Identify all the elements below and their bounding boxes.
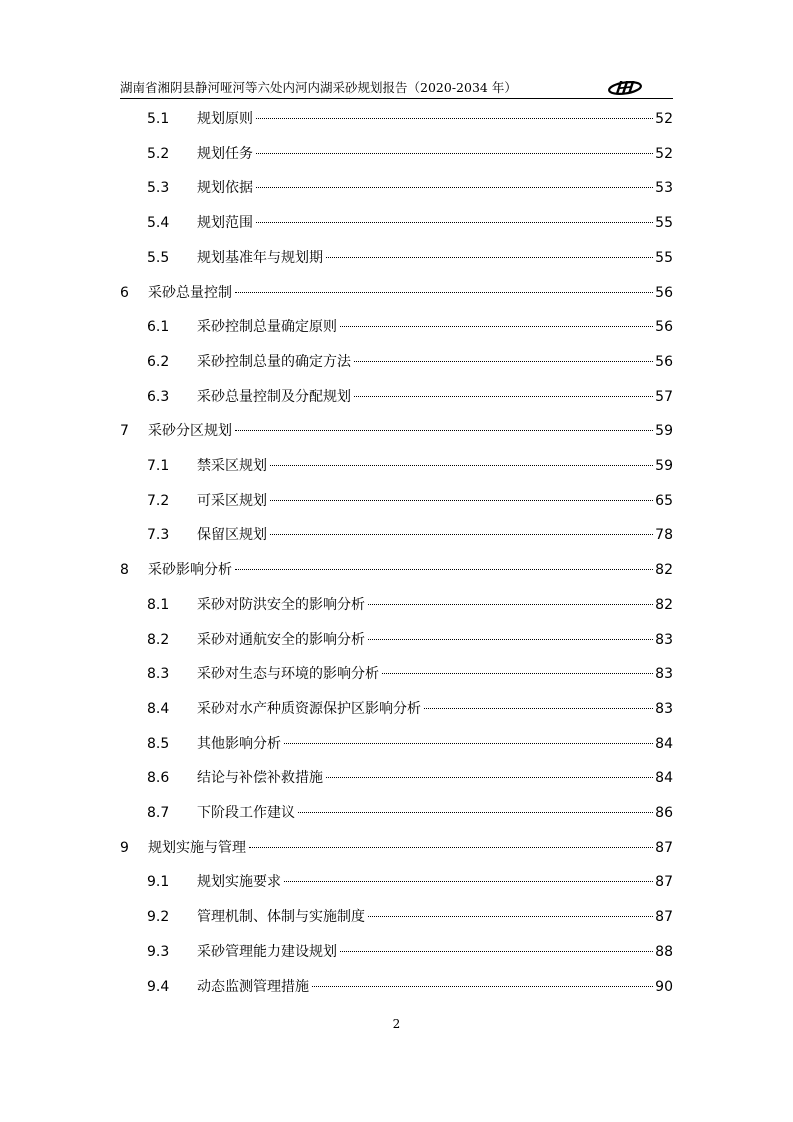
company-logo-icon [607, 78, 643, 96]
toc-entry-number: 5.3 [147, 180, 170, 197]
toc-entry-title: 采砂管理能力建设规划 [197, 943, 337, 960]
dot-leader [235, 430, 653, 431]
toc-entry[interactable] [0, 213, 793, 233]
toc-entry-number: 8.1 [147, 596, 170, 613]
toc-entry-page: 83 [655, 700, 673, 717]
toc-entry-title: 规划基准年与规划期 [197, 249, 323, 266]
toc-entry-number: 8.3 [147, 666, 170, 683]
toc-entry-title: 规划实施要求 [197, 874, 281, 891]
toc-entry-title: 采砂对通航安全的影响分析 [197, 631, 365, 648]
toc-entry-number: 7 [120, 423, 129, 440]
dot-leader [312, 986, 653, 987]
toc-entry[interactable] [0, 768, 793, 788]
toc-entry-number: 6.1 [147, 319, 170, 336]
toc-entry[interactable] [0, 838, 793, 858]
toc-entry[interactable] [0, 317, 793, 337]
toc-entry[interactable] [0, 525, 793, 545]
dot-leader [270, 534, 653, 535]
dot-leader [326, 257, 653, 258]
toc-entry-number: 9 [120, 839, 129, 856]
toc-entry[interactable] [0, 109, 793, 129]
toc-entry-page: 82 [655, 562, 673, 579]
toc-entry[interactable] [0, 178, 793, 198]
toc-entry[interactable] [0, 491, 793, 511]
toc-entry-number: 5.5 [147, 249, 170, 266]
toc-entry-number: 8.4 [147, 700, 170, 717]
toc-entry-page: 53 [655, 180, 673, 197]
toc-entry-title: 下阶段工作建议 [197, 805, 295, 821]
dot-leader [354, 396, 653, 397]
dot-leader [368, 639, 653, 640]
toc-entry-page: 55 [655, 215, 673, 232]
toc-entry-title: 采砂控制总量的确定方法 [197, 353, 351, 370]
toc-entry-number: 6 [120, 284, 129, 301]
page-header [120, 78, 673, 100]
toc-entry[interactable] [0, 942, 793, 962]
toc-entry-title: 动态监测管理措施 [197, 978, 309, 995]
toc-entry-page: 87 [655, 839, 673, 856]
toc-entry-title: 采砂对防洪安全的影响分析 [197, 596, 365, 613]
toc-entry-page: 56 [655, 284, 673, 301]
toc-entry[interactable] [0, 352, 793, 372]
dot-leader [270, 500, 653, 501]
toc-entry-title: 规划实施与管理 [148, 839, 246, 856]
toc-entry-title: 采砂控制总量确定原则 [197, 319, 337, 336]
toc-entry[interactable] [0, 144, 793, 164]
toc-entry-number: 9.3 [147, 943, 170, 960]
toc-entry-page: 86 [655, 805, 673, 821]
toc-entry-title: 其他影响分析 [197, 735, 281, 752]
toc-entry-title: 管理机制、体制与实施制度 [197, 909, 365, 926]
dot-leader [340, 326, 653, 327]
dot-leader [424, 708, 653, 709]
dot-leader [256, 222, 653, 223]
toc-entry-number: 8.2 [147, 631, 170, 648]
toc-entry[interactable] [0, 630, 793, 650]
dot-leader [249, 847, 653, 848]
toc-entry-title: 可采区规划 [197, 492, 267, 509]
toc-entry-page: 88 [655, 943, 673, 960]
toc-entry-number: 9.2 [147, 909, 170, 926]
toc-entry-page: 56 [655, 319, 673, 336]
dot-leader [270, 465, 653, 466]
dot-leader [235, 292, 653, 293]
dot-leader [284, 743, 653, 744]
toc-entry-number: 7.2 [147, 492, 170, 509]
toc-entry-number: 8 [120, 562, 129, 579]
dot-leader [354, 361, 653, 362]
toc-entry-page: 84 [655, 770, 673, 787]
toc-entry[interactable] [0, 907, 793, 927]
toc-entry[interactable] [0, 699, 793, 719]
toc-entry-page: 82 [655, 596, 673, 613]
toc-entry-title: 结论与补偿补救措施 [197, 770, 323, 787]
toc-entry-page: 90 [655, 978, 673, 995]
toc-entry[interactable] [0, 248, 793, 268]
toc-entry-title: 规划依据 [197, 180, 253, 197]
toc-entry-number: 5.4 [147, 215, 170, 232]
toc-entry[interactable] [0, 283, 793, 303]
toc-entry-title: 禁采区规划 [197, 458, 267, 474]
toc-entry-page: 87 [655, 874, 673, 891]
page-number: 2 [392, 1017, 401, 1031]
toc-entry-number: 6.3 [147, 388, 170, 405]
toc-entry-page: 59 [655, 458, 673, 474]
toc-entry-page: 83 [655, 631, 673, 648]
toc-entry-title: 保留区规划 [197, 527, 267, 544]
toc-entry-number: 6.2 [147, 353, 170, 370]
toc-entry[interactable] [0, 734, 793, 754]
toc-entry-page: 52 [655, 145, 673, 162]
toc-entry-page: 78 [655, 527, 673, 544]
toc-entry[interactable] [0, 387, 793, 407]
toc-entry-title: 规划范围 [197, 215, 253, 232]
toc-entry-page: 83 [655, 666, 673, 683]
toc-entry-page: 59 [655, 423, 673, 440]
toc-entry[interactable] [0, 872, 793, 892]
toc-entry-title: 采砂对生态与环境的影响分析 [197, 666, 379, 683]
toc-entry-title: 采砂影响分析 [148, 562, 232, 579]
toc-entry-number: 5.1 [147, 111, 170, 127]
toc-entry-page: 65 [655, 492, 673, 509]
dot-leader [340, 951, 653, 952]
toc-entry[interactable] [0, 456, 793, 476]
dot-leader [256, 153, 653, 154]
dot-leader [235, 569, 653, 570]
toc-entry-number: 8.6 [147, 770, 170, 787]
dot-leader [298, 812, 653, 813]
dot-leader [326, 777, 653, 778]
toc-entry-number: 9.1 [147, 874, 170, 891]
toc-entry-page: 84 [655, 735, 673, 752]
toc-entry-page: 55 [655, 249, 673, 266]
toc-entry-page: 52 [655, 111, 673, 127]
toc-entry-number: 9.4 [147, 978, 170, 995]
dot-leader [368, 604, 653, 605]
dot-leader [284, 881, 653, 882]
toc-entry-number: 7.1 [147, 458, 170, 474]
toc-entry-page: 57 [655, 388, 673, 405]
toc-entry[interactable] [0, 664, 793, 684]
toc-entry-number: 7.3 [147, 527, 170, 544]
dot-leader [256, 187, 653, 188]
toc-entry-title: 采砂分区规划 [148, 423, 232, 440]
toc-entry-title: 采砂总量控制 [148, 284, 232, 301]
toc-entry[interactable] [0, 421, 793, 441]
toc-entry-title: 采砂对水产种质资源保护区影响分析 [197, 700, 421, 717]
toc-entry-number: 5.2 [147, 145, 170, 162]
toc-entry-number: 8.5 [147, 735, 170, 752]
toc-entry[interactable] [0, 595, 793, 615]
toc-entry[interactable] [0, 803, 793, 823]
toc-entry-title: 规划原则 [197, 111, 253, 127]
header-title: 湖南省湘阴县静河哑河等六处内河内湖采砂规划报告（2020-2034 年） [120, 80, 517, 95]
toc-entry-title: 采砂总量控制及分配规划 [197, 388, 351, 405]
toc-entry[interactable] [0, 560, 793, 580]
toc-entry[interactable] [0, 977, 793, 997]
dot-leader [382, 673, 653, 674]
dot-leader [256, 118, 653, 119]
header-rule [120, 98, 673, 99]
toc-entry-title: 规划任务 [197, 145, 253, 162]
dot-leader [368, 916, 653, 917]
toc-entry-page: 87 [655, 909, 673, 926]
toc-entry-page: 56 [655, 353, 673, 370]
toc-entry-number: 8.7 [147, 805, 170, 821]
